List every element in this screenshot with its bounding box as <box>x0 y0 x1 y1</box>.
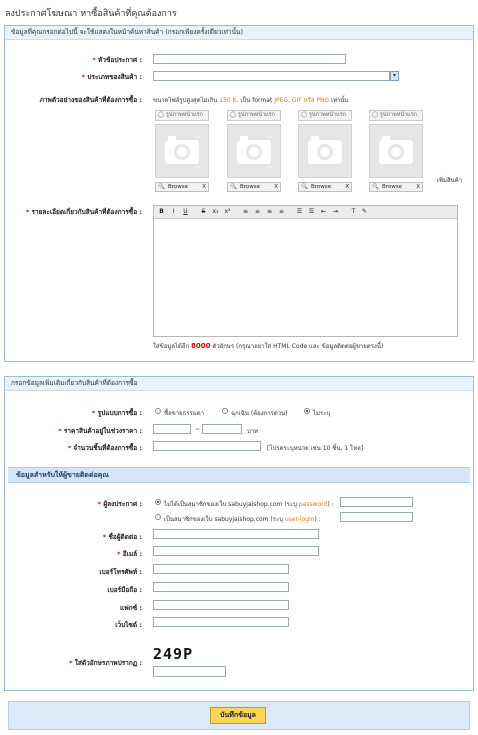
italic-button[interactable]: I <box>172 208 175 215</box>
website-input[interactable] <box>153 617 289 627</box>
ordered-list-icon[interactable]: ☰ <box>296 208 303 215</box>
align-center-icon[interactable]: ≡ <box>254 208 261 215</box>
remove-photo-button[interactable]: X <box>202 184 206 190</box>
price-max-input[interactable] <box>202 424 242 434</box>
email-label: * อีเมล์ : <box>117 550 142 558</box>
price-label: * ราคาสินค้าอยู่ในช่วงราคา : <box>58 427 142 435</box>
non-member-label: ไม่ได้เป็นสมาชิกของเว็บ sabuyjaishop.com (ระบุ password) : <box>164 501 334 508</box>
remove-photo-button[interactable]: X <box>416 184 420 190</box>
search-icon: 🔍 <box>301 184 308 190</box>
price-unit: บาท <box>247 428 259 435</box>
captcha-label: * ใส่ตัวอักษรภาพปรากฏ : <box>69 659 142 667</box>
fax-input[interactable] <box>153 600 289 610</box>
photo-browse-button[interactable]: 🔍 Browse X <box>369 182 423 192</box>
photo-slot-4 <box>369 110 423 198</box>
photo-slot-2 <box>227 110 281 198</box>
photo-main-radio[interactable]: ◯ รูปภาพหน้าแรก <box>369 110 423 121</box>
detail-label: * รายละเอียดเกี่ยวกับสินค้าที่ต้องการซื้อ : <box>25 208 142 216</box>
buy-normal-radio[interactable] <box>155 408 161 414</box>
unordered-list-icon[interactable]: ☰ <box>308 208 315 215</box>
photo-main-radio[interactable]: ◯ รูปภาพหน้าแรก <box>155 110 209 121</box>
align-left-icon[interactable]: ≡ <box>242 208 249 215</box>
camera-placeholder-icon <box>369 124 423 178</box>
indent-icon[interactable]: ⇥ <box>332 208 339 215</box>
category-select[interactable] <box>153 71 396 81</box>
camera-placeholder-icon <box>298 124 352 178</box>
photo-slot-1 <box>155 110 209 198</box>
remove-format-icon[interactable]: T <box>351 208 356 215</box>
buy-urgent-radio[interactable] <box>222 408 228 414</box>
buy-type-label: * รูปแบบการซื้อ : <box>92 409 142 417</box>
chevron-down-icon[interactable]: ▾ <box>390 71 399 81</box>
paint-icon[interactable]: ✎ <box>361 208 368 215</box>
remove-photo-button[interactable]: X <box>345 184 349 190</box>
save-button[interactable]: บันทึกข้อมูล <box>210 707 266 724</box>
quantity-label: * จำนวนชิ้นที่ต้องการซื้อ : <box>67 444 142 452</box>
photo-browse-button[interactable]: 🔍 Browse X <box>155 182 209 192</box>
align-justify-icon[interactable]: ≡ <box>278 208 285 215</box>
contact-name-label: * ชื่อผู้ติดต่อ : <box>102 533 142 541</box>
editor-toolbar <box>154 206 457 219</box>
mobile-input[interactable] <box>153 582 289 592</box>
buy-normal-label: ซื้อขายธรรมดา <box>164 410 204 417</box>
quantity-note: [โปรดระบุหน่วย เช่น 10 ชิ้น, 1 โหล] <box>267 445 364 452</box>
add-product-link[interactable]: เพิ่มสินค้า <box>437 177 463 184</box>
subscript-button[interactable]: x₂ <box>212 208 219 215</box>
title-input[interactable] <box>153 54 346 64</box>
photo-browse-button[interactable]: 🔍 Browse X <box>227 182 281 192</box>
captcha-image: 249P <box>153 645 194 663</box>
photo-label: ภาพตัวอย่างของสินค้าที่ต้องการซื้อ : <box>39 96 142 104</box>
extra-info-header: กรอกข้อมูลเพิ่มเติมเกี่ยวกับสินค้าที่ต้องการซื้อ <box>5 377 473 391</box>
contact-section-header: ข้อมูลสำหรับให้ผู้ขายติดต่อคุณ <box>8 467 470 483</box>
photo-size-note: ขนาดไฟล์รูปสูงสุดไม่เกิน 150 K. เป็น format JPEG, GIF หรือ PNG เท่านั้น <box>153 97 349 104</box>
non-member-radio[interactable] <box>155 499 161 505</box>
contact-name-input[interactable] <box>153 529 319 539</box>
quantity-input[interactable] <box>153 441 261 451</box>
phone-input[interactable] <box>153 564 289 574</box>
phone-label: เบอร์โทรศัพท์ : <box>99 568 142 576</box>
camera-placeholder-icon <box>227 124 281 178</box>
outdent-icon[interactable]: ⇤ <box>320 208 327 215</box>
price-separator: ~ <box>195 426 201 433</box>
title-label: * หัวข้อประกาศ : <box>92 56 142 64</box>
member-label: เป็นสมาชิกของเว็บ sabuyjaishop.com (ระบุ user-login) : <box>164 516 321 523</box>
fax-label: แฟกซ์ : <box>119 604 142 612</box>
detail-editor[interactable] <box>153 205 458 337</box>
member-radio[interactable] <box>155 514 161 520</box>
photo-main-radio[interactable]: ◯ รูปภาพหน้าแรก <box>227 110 281 121</box>
mobile-label: เบอร์มือถือ : <box>107 586 142 594</box>
password-input[interactable] <box>340 497 413 507</box>
email-field[interactable] <box>153 546 319 556</box>
remove-photo-button[interactable]: X <box>274 184 278 190</box>
photo-browse-button[interactable]: 🔍 Browse X <box>298 182 352 192</box>
page-title: ลงประกาศโฆษณา หาซื้อสินค้าที่คุณต้องการ <box>5 9 177 19</box>
superscript-button[interactable]: x² <box>224 208 231 215</box>
photo-main-radio[interactable]: ◯ รูปภาพหน้าแรก <box>298 110 352 121</box>
photo-slot-3 <box>298 110 352 198</box>
search-icon: 🔍 <box>372 184 379 190</box>
buy-unspecified-radio[interactable] <box>304 408 310 414</box>
underline-button[interactable]: U <box>183 208 188 215</box>
search-icon: 🔍 <box>158 184 165 190</box>
category-label: * ประเภทของสินค้า : <box>81 73 142 81</box>
search-icon: 🔍 <box>230 184 237 190</box>
char-count-note: ใส่ข้อมูลได้อีก 8000 ตัวอักษร (กรุณาอย่าใส่ HTML Code และ ข้อมูลติดต่อผู้ขายตรงนี้) <box>153 342 384 350</box>
website-label: เว็บไซต์ : <box>115 621 142 629</box>
strike-button[interactable]: S <box>201 208 206 215</box>
align-right-icon[interactable]: ≡ <box>266 208 273 215</box>
buy-urgent-label: ฉุกเฉิน (ต้องการด่วน) <box>231 410 288 417</box>
camera-placeholder-icon <box>155 124 209 178</box>
submit-bar <box>8 701 470 730</box>
poster-label: * ผู้ลงประกาศ : <box>97 500 142 508</box>
price-min-input[interactable] <box>153 424 191 434</box>
bold-button[interactable]: B <box>159 208 164 215</box>
product-info-header: ข้อมูลที่คุณกรอกต่อไปนี้ จะใช้แสดงในหน้าค้นหาสินค้า (กรอกเพียงครั้งเดียวเท่านั้น) <box>5 26 473 40</box>
buy-unspecified-label: ไม่ระบุ <box>313 410 331 417</box>
captcha-input[interactable] <box>153 666 226 677</box>
user-login-input[interactable] <box>340 512 413 522</box>
